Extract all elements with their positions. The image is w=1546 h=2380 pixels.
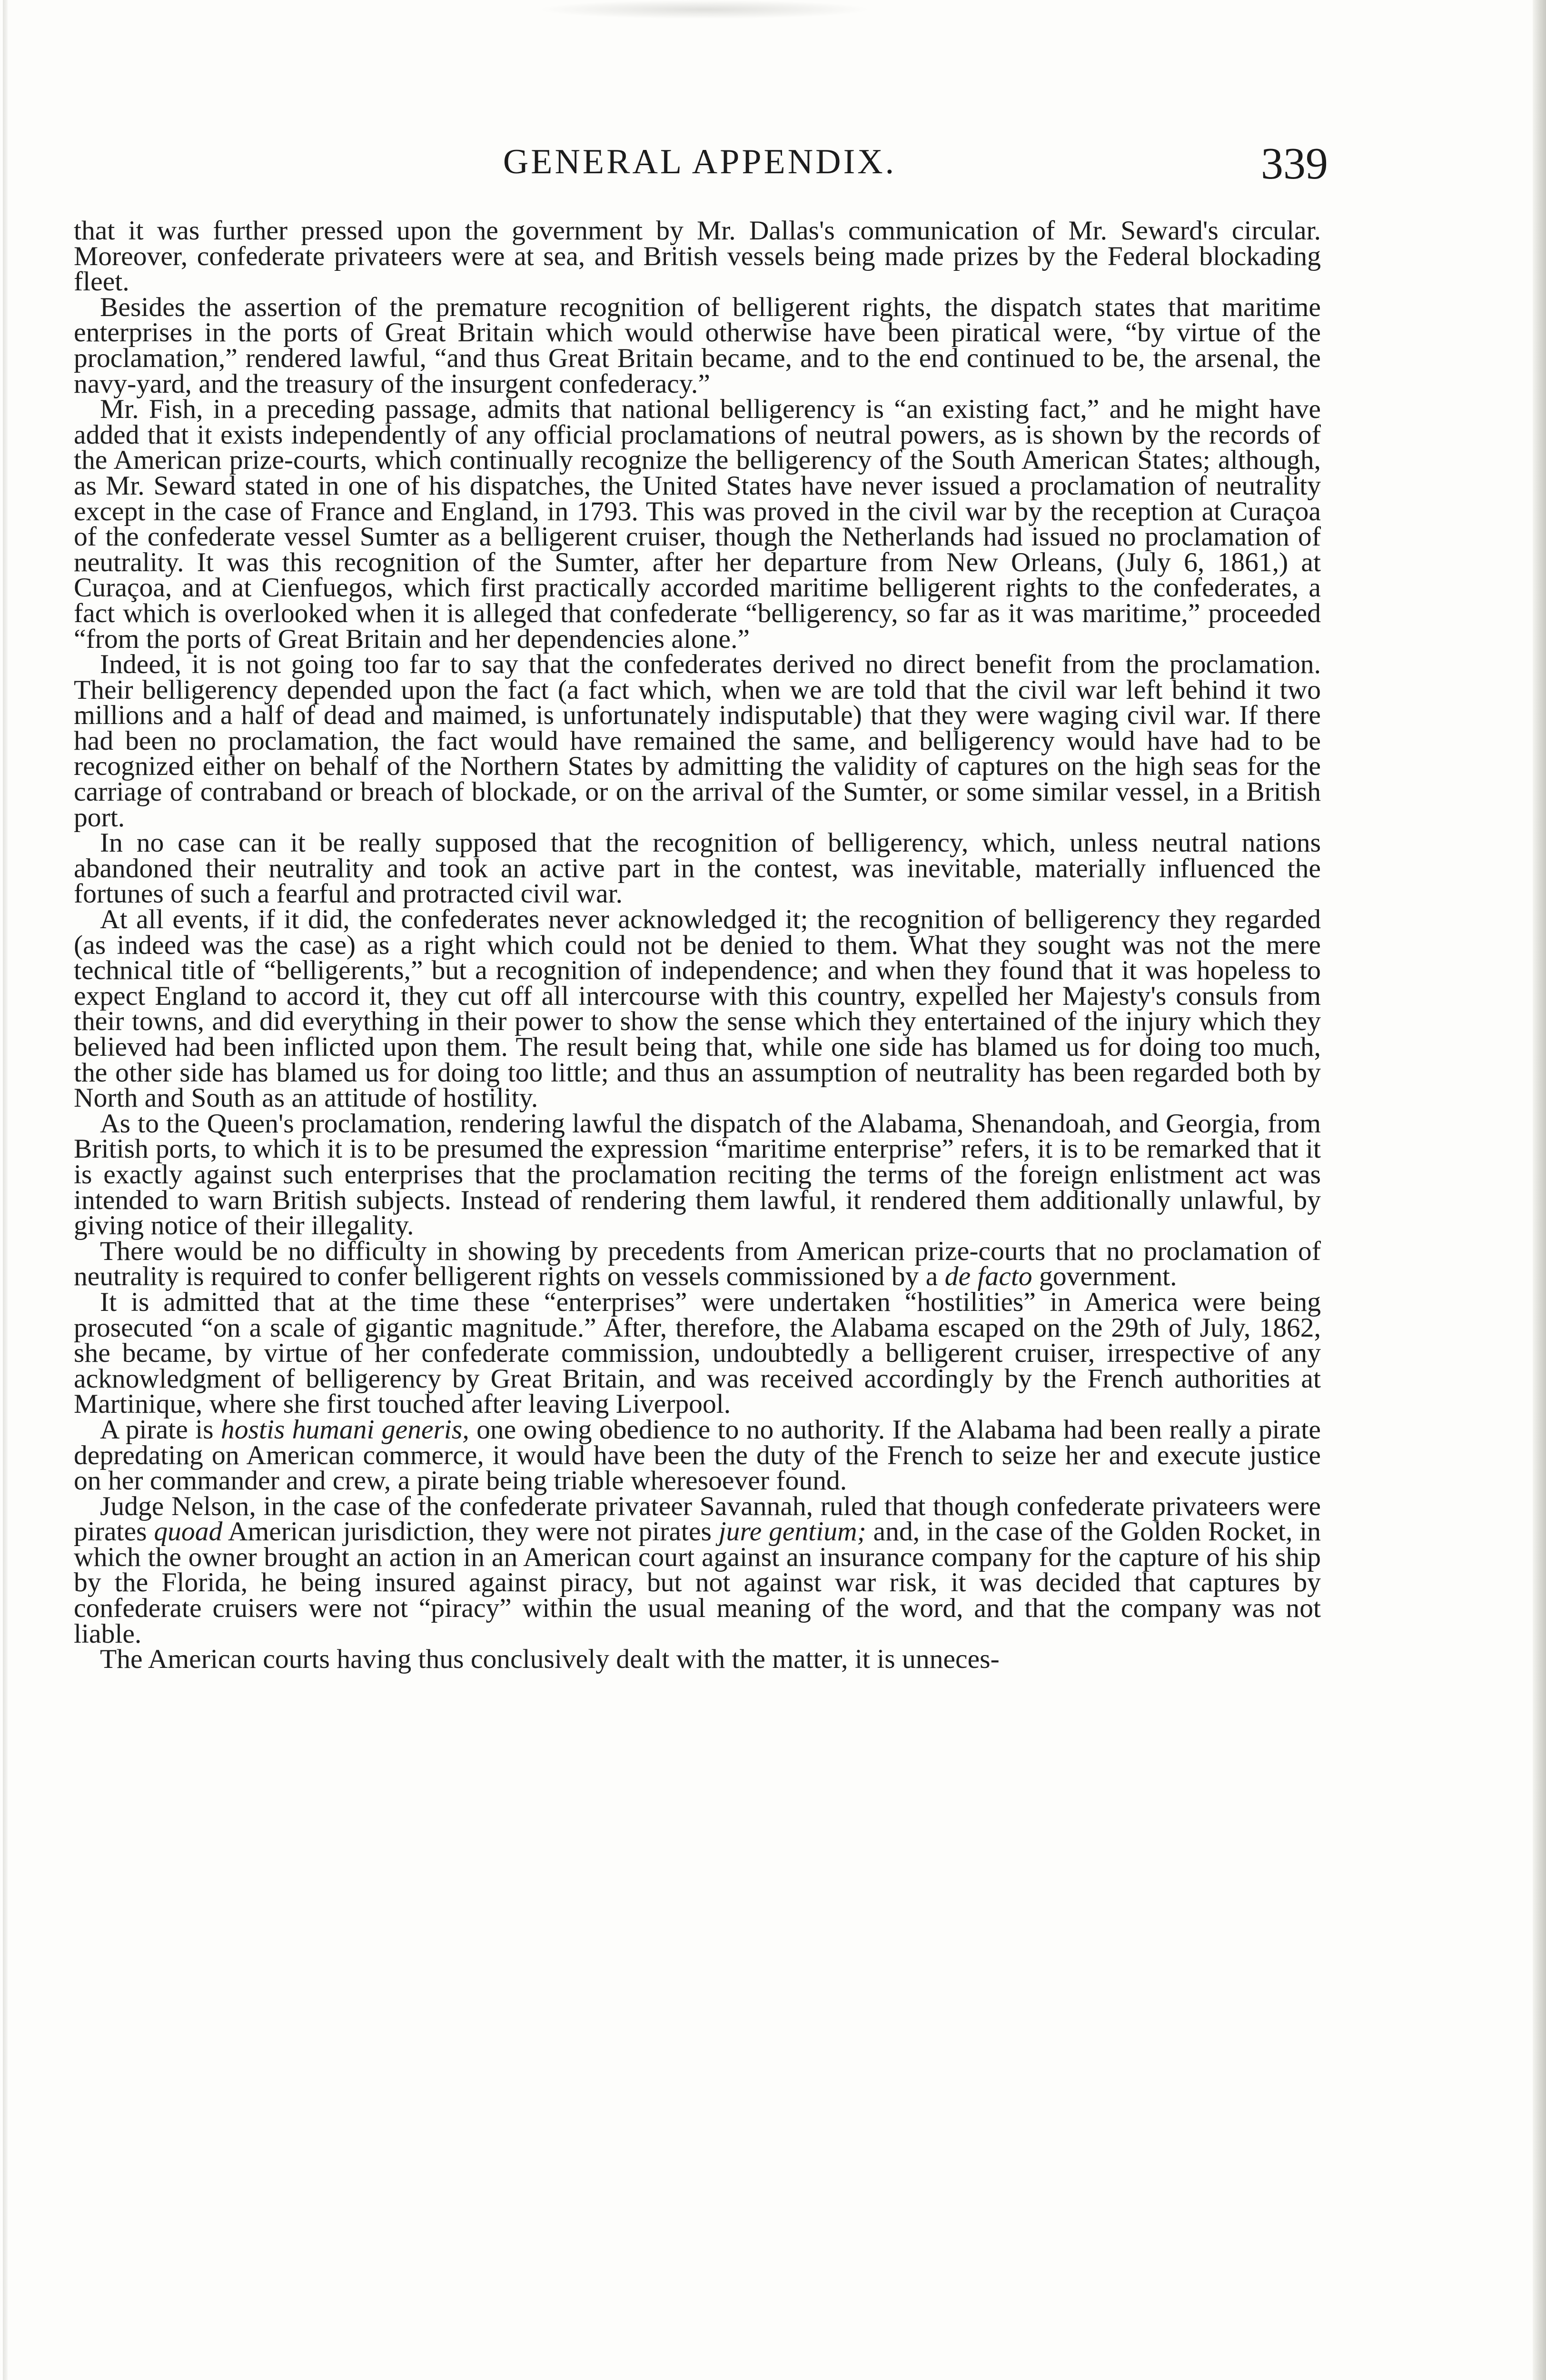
page-header bbox=[71, 138, 1328, 190]
paragraph bbox=[74, 830, 1321, 907]
paragraph bbox=[74, 904, 1321, 1113]
text-run: Mr. Fish, in a preceding passage, admits that national belligerency is “an existing fact,” and he might have added that it exists independently of any official proclamations of neutral powers, as is shown by the records of the American prize-courts, which continually recognize the belligerency of the South American States; although, as Mr. Seward stated in one of his dispatches, the United States have never issued a proclamation of neutrality except in the case of France and England, in 1793. This was proved in the civil war by the reception at Curaçoa of the confederate vessel Sumter as a belligerent cruiser, though the Netherlands had issued no proclamation of neutrality. It was this recognition of the Sumter, after her departure from New Orleans, (July 6, 1861,) at Curaçoa, and at Cienfuegos, which first practically accorded maritime belligerent rights to the confederates, a fact which is overlooked when it is alleged that confederate “belligerency, so far as it was maritime,” proceeded “from the ports of Great Britain and her dependencies alone.” bbox=[74, 394, 1321, 654]
paragraph bbox=[74, 218, 1321, 295]
text-run: In no case can it be really supposed that the recognition of belligerency, which, unless neutral nations abandoned their neutrality and took an active part in the contest, was inevitable, materially influenced the fortunes of such a fearful and protracted civil war. bbox=[74, 828, 1321, 909]
body-text bbox=[74, 216, 1321, 1675]
paragraph bbox=[74, 292, 1321, 399]
text-run: that it was further pressed upon the government by Mr. Dallas's communication of Mr. Seward's circular. Moreover, confederate privateers were at sea, and British vessels being made prizes by the Federal blockading fleet. bbox=[74, 216, 1321, 297]
paragraph bbox=[74, 394, 1321, 654]
italic-run: de facto bbox=[944, 1261, 1032, 1292]
paragraph bbox=[74, 649, 1321, 833]
text-run: There would be no difficulty in showing by precedents from American prize-courts that no proclamation of neutrality is required to confer belligerent rights on vessels commissioned by a bbox=[74, 1236, 1321, 1292]
text-run: Judge Nelson, in the case of the confederate privateer Savannah, ruled that though confederate privateers were pirates bbox=[74, 1491, 1321, 1547]
text-run: Indeed, it is not going too far to say that the confederates derived no direct benefit from the proclamation. Their belligerency depended upon the fact (a fact which, when we are told that the civil war left behind it two millions and a half of dead and maimed, is unfortunately indisputable) that they were waging civil war. If there had been no proclamation, the fact would have remained the same, and belligerency would have had to be recognized either on behalf of the Northern States by admitting the validity of captures on the high seas for the carriage of contraband or breach of blockade, or on the arrival of the Sumter, or some similar vessel, in a British port. bbox=[74, 649, 1321, 833]
paragraph bbox=[74, 1289, 1321, 1417]
italic-run: quoad bbox=[154, 1517, 223, 1547]
running-title: GENERAL APPENDIX. bbox=[503, 142, 897, 181]
paragraph bbox=[74, 1236, 1321, 1292]
text-run: As to the Queen's proclamation, rendering lawful the dispatch of the Alabama, Shenandoah, and Georgia, from British ports, to which it is to be presumed the expression “maritime enterprise” refers, it is to be remarked that it is exactly against such enterprises that the proclamation reciting the terms of the foreign enlistment act was intended to warn British subjects. Instead of rendering them lawful, it rendered them additionally unlawful, by giving notice of their illegality. bbox=[74, 1108, 1321, 1241]
italic-run: jure gentium; bbox=[718, 1517, 866, 1547]
scan-smudge bbox=[538, 0, 871, 19]
paragraph bbox=[74, 1491, 1321, 1649]
text-run: American jurisdiction, they were not pirates bbox=[222, 1517, 719, 1547]
text-run: It is admitted that at the time these “enterprises” were undertaken “hostilities” in America were being prosecuted “on a scale of gigantic magnitude.” After, therefore, the Alabama escaped on the 29th of July, 1862, she became, by virtue of her confederate commission, undoubtedly a belligerent cruiser, irrespective of any acknowledgment of belligerency by Great Britain, and was received accordingly by the French authorities at Martinique, where she first touched after leaving Liverpool. bbox=[74, 1287, 1321, 1419]
paragraph bbox=[74, 1644, 1321, 1675]
text-run: Besides the assertion of the premature recognition of belligerent rights, the dispatch states that maritime enterprises in the ports of Great Britain which would otherwise have been piratical were, “by virtue of the proclamation,” rendered lawful, “and thus Great Britain became, and to the end continued to be, the arsenal, the navy-yard, and the treasury of the insurgent confederacy.” bbox=[74, 292, 1321, 399]
text-run: government. bbox=[1032, 1261, 1177, 1292]
text-run: one owing obedience to no authority. If the Alabama had been really a pirate depredating on American commerce, it would have been the duty of the French to seize her and execute justice on her commander and crew, a pirate being triable wheresoever found. bbox=[74, 1414, 1321, 1496]
page-number: 339 bbox=[1261, 139, 1328, 188]
text-run: The American courts having thus conclusively dealt with the matter, it is unneces- bbox=[100, 1644, 1000, 1675]
text-run: A pirate is bbox=[100, 1414, 221, 1445]
paragraph bbox=[74, 1414, 1321, 1496]
text-run: At all events, if it did, the confederates never acknowledged it; the recognition of belligerency they regarded (as indeed was the case) as a right which could not be denied to them. What they sought was not the mere technical title of “belligerents,” but a recognition of independence; and when they found that it was hopeless to expect England to accord it, they cut off all intercourse with this country, expelled her Majesty's consuls from their towns, and did everything in their power to show the sense which they entertained of the injury which they believed had been inflicted upon them. The result being that, while one side has blamed us for doing too much, the other side has blamed us for doing too little; and thus an assumption of neutrality has been regarded both by North and South as an attitude of hostility. bbox=[74, 904, 1321, 1113]
text-run: and, in the case of the Golden Rocket, in which the owner brought an action in an American court against an insurance company for the capture of his ship by the Florida, he being insured against piracy, but not against war risk, it was decided that captures by confederate cruisers were not “piracy” within the usual meaning of the word, and that the company was not liable. bbox=[74, 1517, 1321, 1649]
italic-run: hostis humani generis, bbox=[220, 1414, 469, 1445]
scan-edge-left bbox=[3, 0, 8, 2380]
paragraph bbox=[74, 1108, 1321, 1241]
scan-edge-right bbox=[1533, 0, 1546, 2380]
